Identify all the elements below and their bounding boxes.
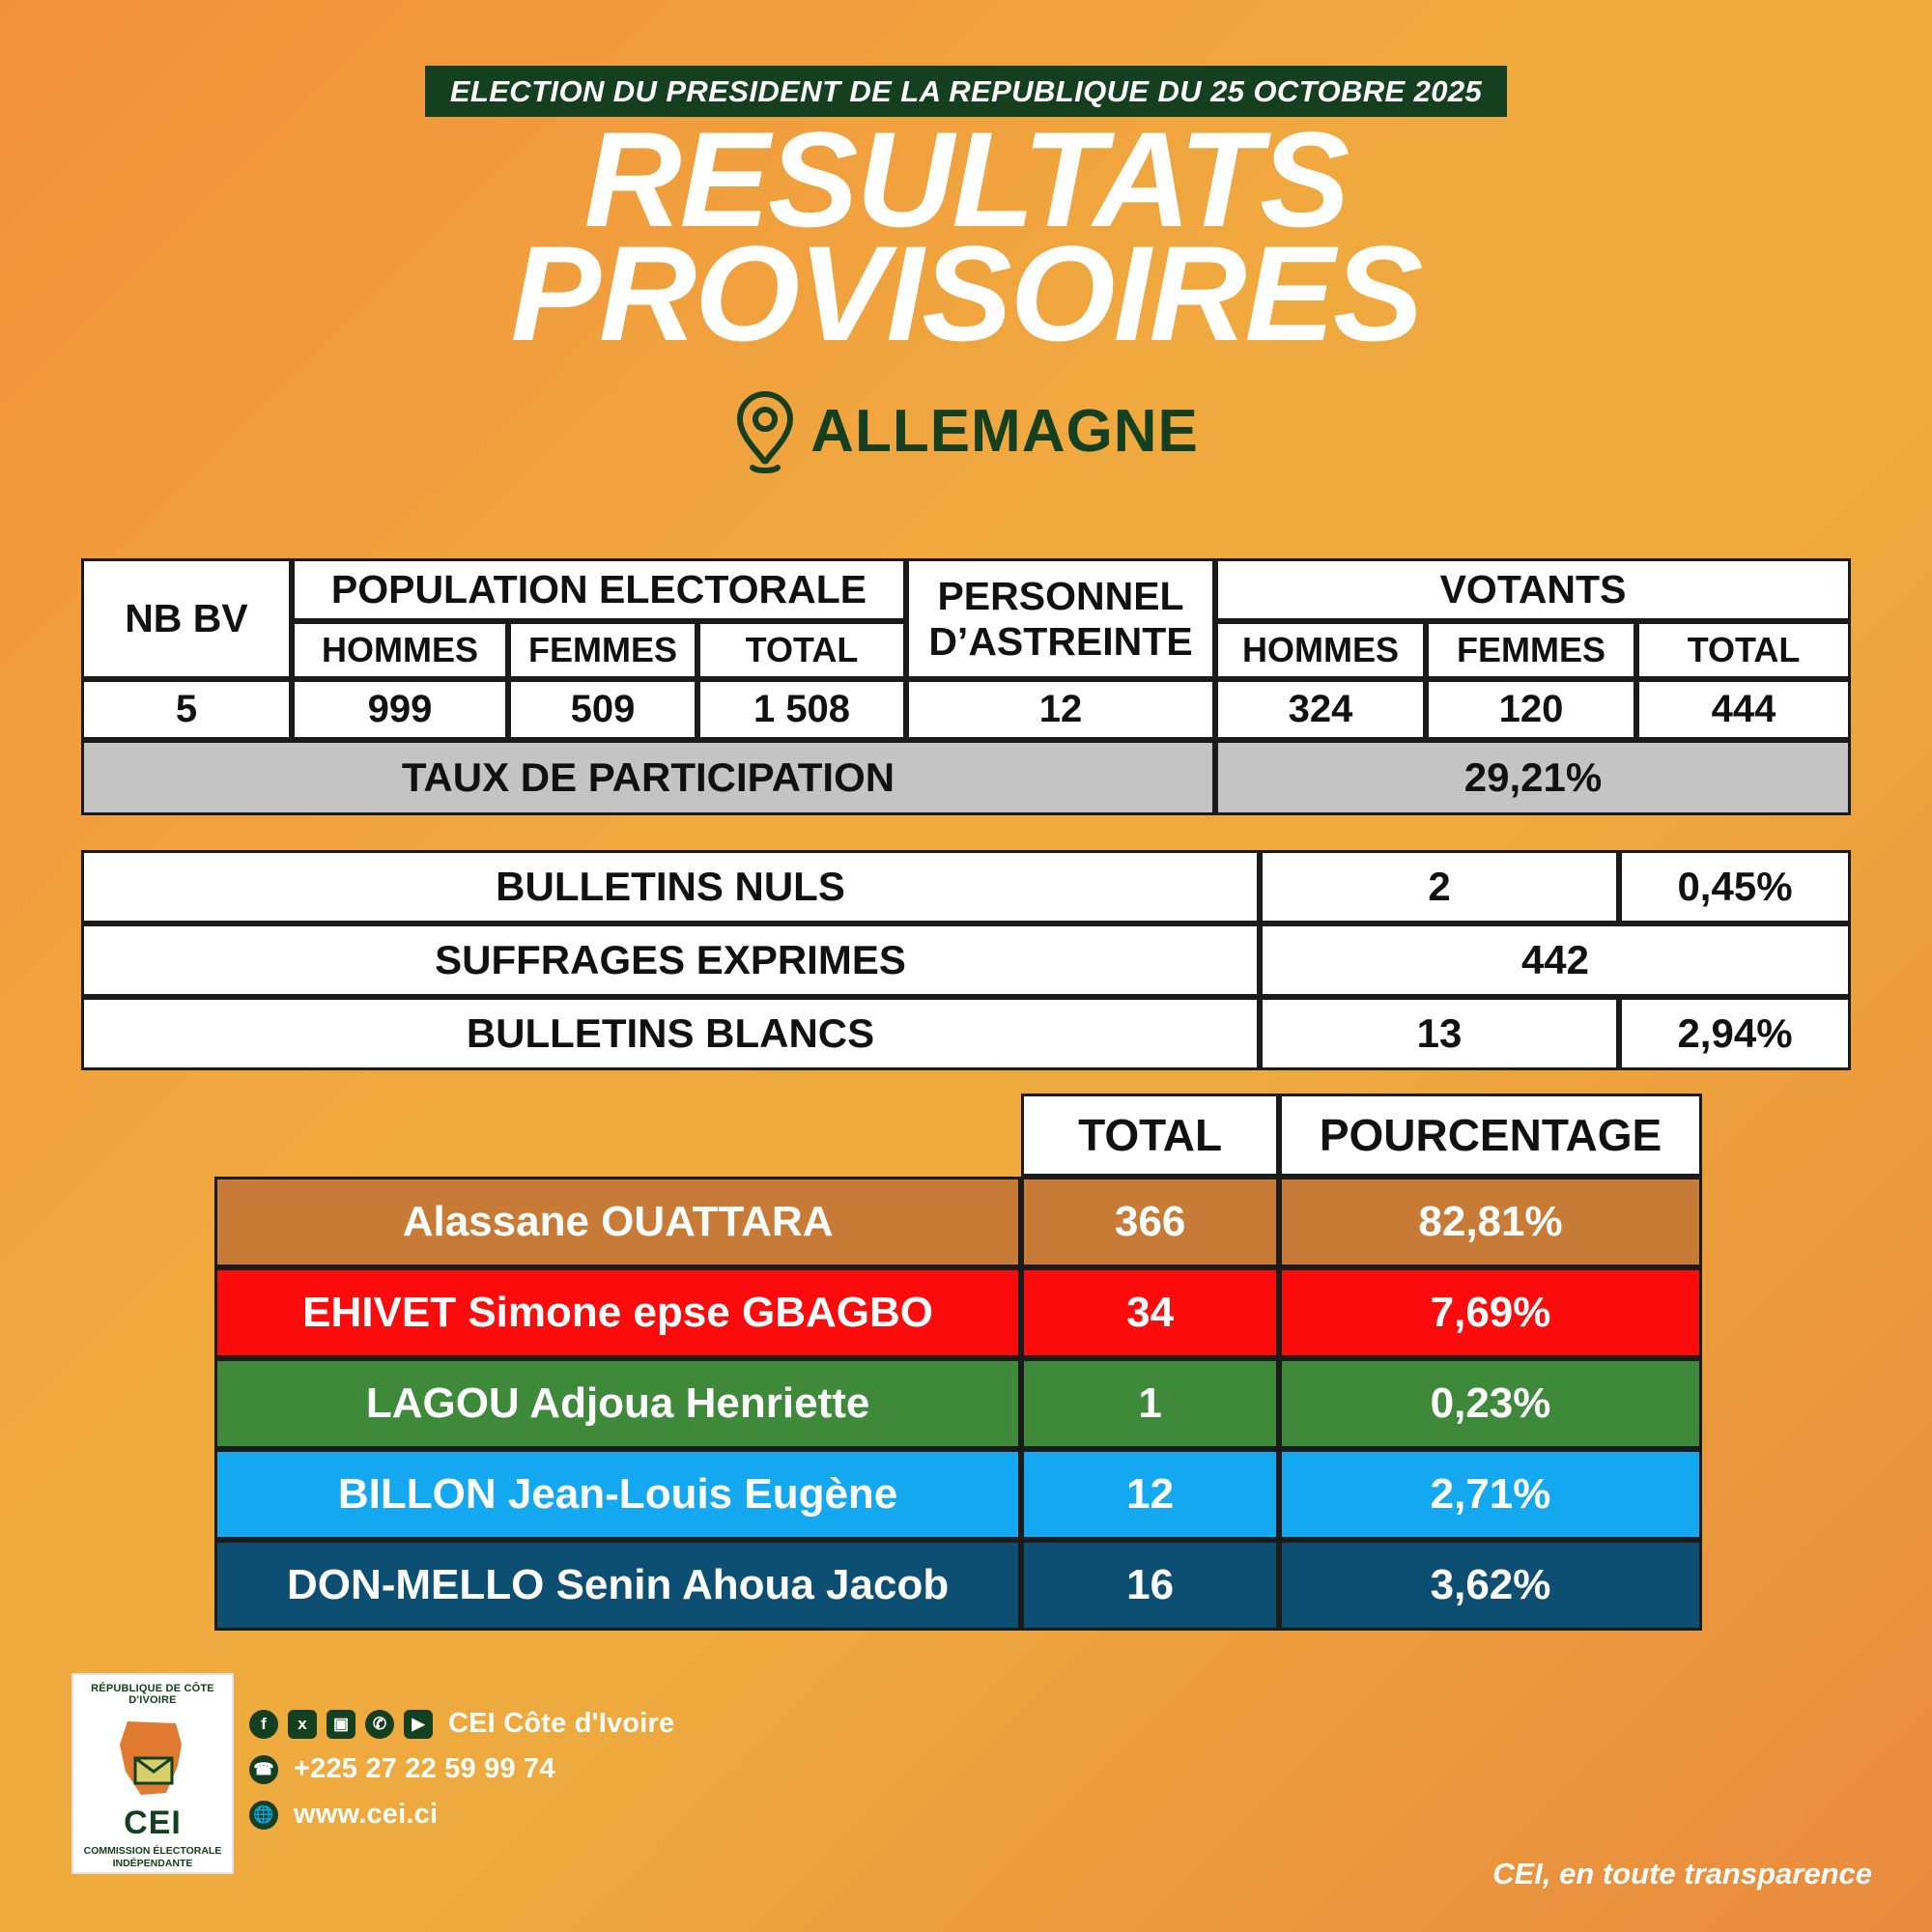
results-header-spacer [214,1094,1021,1177]
website-row [249,1799,674,1831]
label-suffrages-exprimes: SUFFRAGES EXPRIMES [81,923,1260,997]
label-bulletins-blancs: BULLETINS BLANCS [81,997,1260,1070]
phone-row [249,1753,674,1785]
header-vot-hommes: HOMMES [1215,621,1426,679]
value-vot-hommes: 324 [1215,679,1426,740]
results-header-row [214,1094,1702,1177]
header-population: POPULATION ELECTORALE [292,558,906,621]
website-url[interactable]: www.cei.ci [294,1799,439,1830]
header-pop-femmes: FEMMES [508,621,697,679]
candidate-name: Alassane OUATTARA [214,1177,1021,1267]
election-banner: ELECTION DU PRESIDENT DE LA REPUBLIQUE DU 25 OCTOBRE 2025 [425,66,1507,117]
candidate-total: 12 [1021,1449,1279,1540]
poster-header [0,0,1932,473]
participation-label: TAUX DE PARTICIPATION [81,740,1215,815]
page-title [0,103,1932,369]
value-pop-total: 1 508 [697,679,906,740]
participation-value: 29,21% [1215,740,1851,815]
value-pop-hommes: 999 [292,679,508,740]
results-header-pourcentage: POURCENTAGE [1279,1094,1702,1177]
social-handle: CEI Côte d'Ivoire [448,1708,675,1739]
candidate-pct: 2,71% [1279,1449,1702,1540]
candidate-pct: 82,81% [1279,1177,1702,1267]
candidate-total: 34 [1021,1267,1279,1358]
instagram-icon[interactable]: ▣ [327,1710,355,1739]
table-row [214,1358,1702,1449]
candidate-results-table [214,1094,1702,1631]
logo-acronym: CEI [124,1804,182,1841]
pct-bulletins-nuls: 0,45% [1619,850,1851,923]
tagline: CEI, en toute transparence [1492,1857,1872,1890]
table-row [214,1177,1702,1267]
logo-republic-label: RÉPUBLIQUE DE CÔTE D'IVOIRE [91,1683,214,1706]
footer-contact [249,1708,674,1844]
count-suffrages-exprimes: 442 [1260,923,1851,997]
phone-icon: ☎ [249,1755,278,1784]
value-vot-femmes: 120 [1426,679,1636,740]
candidate-pct: 7,69% [1279,1267,1702,1358]
value-vot-total: 444 [1636,679,1851,740]
candidate-name: EHIVET Simone epse GBAGBO [214,1267,1021,1358]
value-pop-femmes: 509 [508,679,697,740]
whatsapp-icon[interactable]: ✆ [365,1710,394,1739]
header-vot-femmes: FEMMES [1426,621,1636,679]
ivory-coast-map-icon [106,1712,199,1804]
candidate-name: DON-MELLO Senin Ahoua Jacob [214,1540,1021,1631]
table-row [81,850,1851,923]
header-pop-total: TOTAL [697,621,906,679]
label-bulletins-nuls: BULLETINS NULS [81,850,1260,923]
candidate-total: 1 [1021,1358,1279,1449]
candidate-name: BILLON Jean-Louis Eugène [214,1449,1021,1540]
table-row [81,997,1851,1070]
summary-value-row [81,679,1851,740]
logo-subtitle: COMMISSION ÉLECTORALE INDÉPENDANTE [83,1845,222,1870]
header-pop-hommes: HOMMES [292,621,508,679]
title-line-2: PROVISOIRES [510,216,1422,369]
summary-table [81,558,1851,815]
value-nb-bv: 5 [81,679,292,740]
candidate-name: LAGOU Adjoua Henriette [214,1358,1021,1449]
candidate-total: 16 [1021,1540,1279,1631]
phone-number: +225 27 22 59 99 74 [294,1753,555,1784]
value-personnel: 12 [906,679,1215,740]
table-row [214,1267,1702,1358]
summary-header-row-1 [81,558,1851,621]
map-pin-icon [733,390,797,473]
facebook-icon[interactable]: f [249,1710,278,1739]
participation-row [81,740,1851,815]
globe-icon: 🌐 [249,1801,278,1830]
ballots-table [81,850,1851,1070]
youtube-icon[interactable]: ▶ [404,1710,433,1739]
poster-footer [0,1642,1932,1932]
cei-logo [71,1673,234,1874]
header-vot-total: TOTAL [1636,621,1851,679]
header-votants: VOTANTS [1215,558,1851,621]
candidate-total: 366 [1021,1177,1279,1267]
candidate-pct: 3,62% [1279,1540,1702,1631]
location-row [0,390,1932,473]
location-name: ALLEMAGNE [810,398,1199,466]
social-row [249,1708,674,1740]
header-personnel: PERSONNEL D’ASTREINTE [906,558,1215,679]
table-row [214,1449,1702,1540]
table-row [214,1540,1702,1631]
count-bulletins-blancs: 13 [1260,997,1619,1070]
x-twitter-icon[interactable]: x [288,1710,317,1739]
count-bulletins-nuls: 2 [1260,850,1619,923]
table-row [81,923,1851,997]
candidate-pct: 0,23% [1279,1358,1702,1449]
results-header-total: TOTAL [1021,1094,1279,1177]
header-nb-bv: NB BV [81,558,292,679]
pct-bulletins-blancs: 2,94% [1619,997,1851,1070]
title-line-1: RESULTATS [583,103,1349,255]
